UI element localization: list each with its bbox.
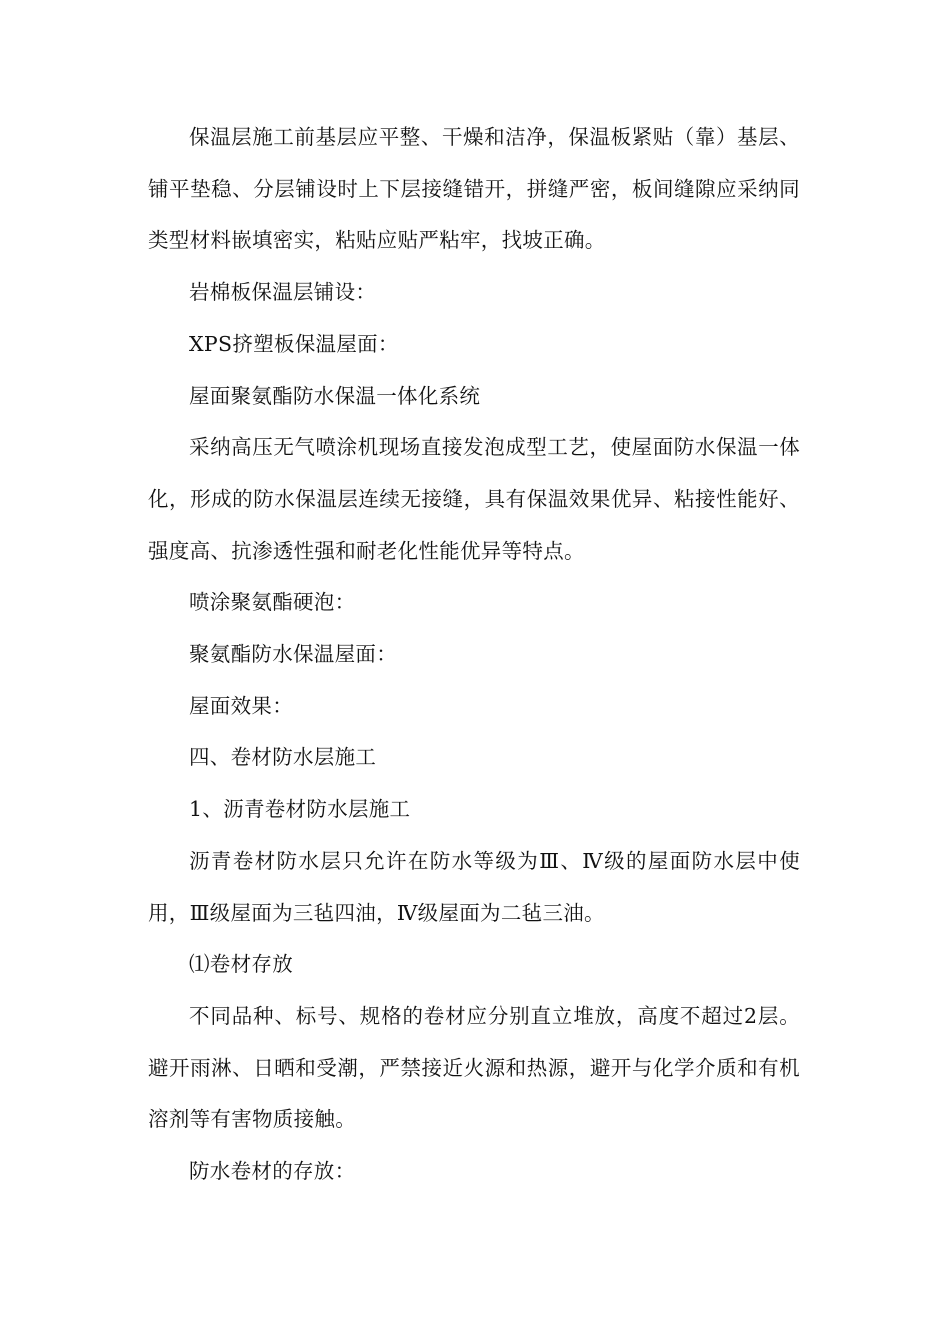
section-heading-membrane: 四、卷材防水层施工 <box>189 745 377 770</box>
paragraph-asphalt-usage: 沥青卷材防水层只允许在防水等级为Ⅲ、Ⅳ级的屋面防水层中使用，Ⅲ级屋面为三毡四油，Ⅳ级屋面为二毡三油。 <box>148 848 800 925</box>
caption-pu-waterproof-roof: 聚氨酯防水保温屋面： <box>189 642 397 667</box>
caption-membrane-storage: 防水卷材的存放： <box>189 1159 356 1184</box>
paragraph-storage-rules: 不同品种、标号、规格的卷材应分别直立堆放，高度不超过2层。避开雨淋、日晒和受潮，严禁接近火源和热源，避开与化学介质和有机溶剂等有害物质接触。 <box>148 1003 800 1132</box>
paragraph-spray-process: 采纳高压无气喷涂机现场直接发泡成型工艺，使屋面防水保温一体化，形成的防水保温层连续无接缝，具有保温效果优异、粘接性能好、强度高、抗渗透性强和耐老化性能优异等特点。 <box>148 435 800 563</box>
caption-spray-pu-foam: 喷涂聚氨酯硬泡： <box>189 590 356 615</box>
subheading-membrane-storage: ⑴卷材存放 <box>189 952 293 977</box>
caption-rockwool-laying: 岩棉板保温层铺设： <box>189 280 377 305</box>
document-body <box>148 112 800 1198</box>
paragraph-insulation-base: 保温层施工前基层应平整、干燥和洁净，保温板紧贴（靠）基层、铺平垫稳、分层铺设时上下层接缝错开，拼缝严密，板间缝隙应采纳同类型材料嵌填密实，粘贴应贴严粘牢，找坡正确。 <box>148 125 800 253</box>
heading-pu-integrated-system: 屋面聚氨酯防水保温一体化系统 <box>189 383 481 408</box>
subheading-asphalt-membrane: 1、沥青卷材防水层施工 <box>189 797 411 822</box>
caption-xps-roof: XPS挤塑板保温屋面： <box>189 331 399 356</box>
caption-roof-effect: 屋面效果： <box>189 693 293 718</box>
